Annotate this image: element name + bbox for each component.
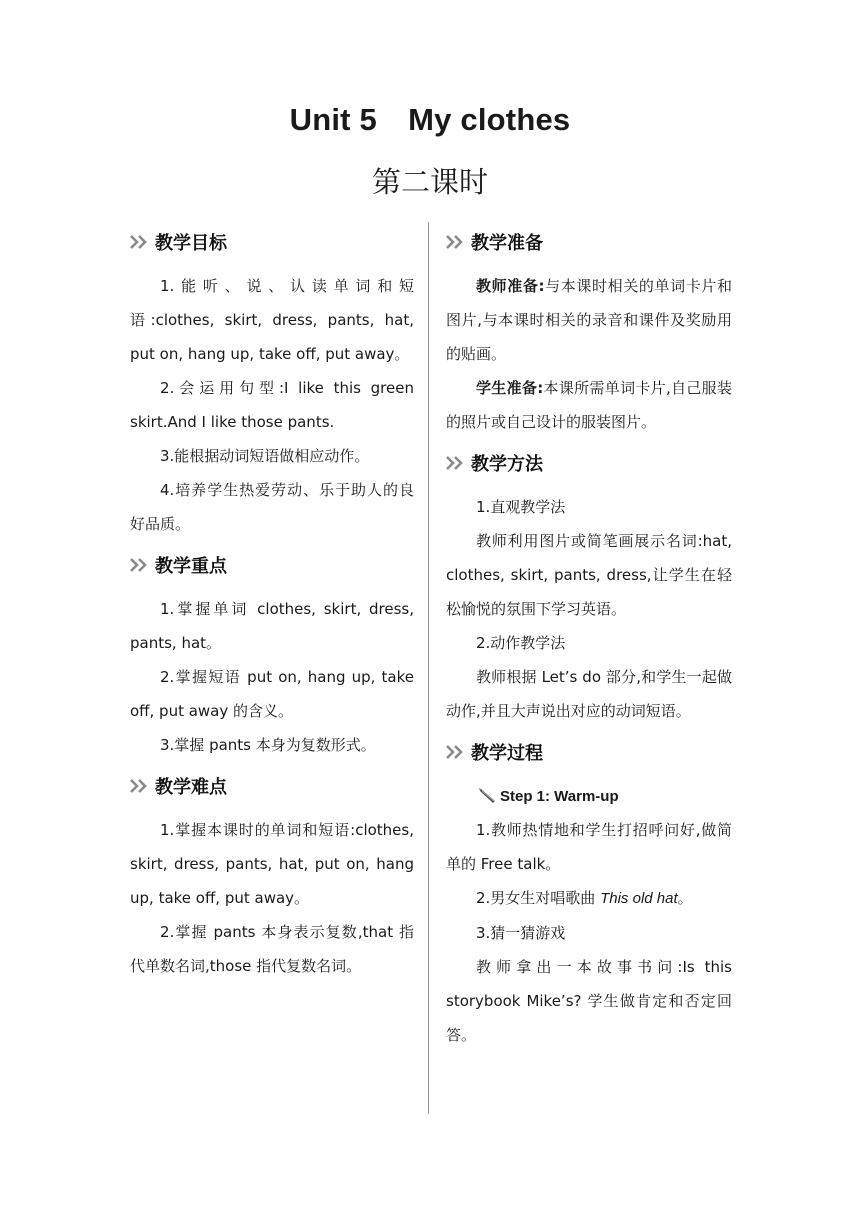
key-point-item: 1.掌握单词 clothes, skirt, dress, pants, hat。 — [130, 600, 414, 652]
student-preparation-label: 学生准备: — [476, 379, 544, 397]
double-chevron-icon — [446, 235, 468, 249]
song-title: This old hat — [600, 890, 678, 907]
pen-icon — [479, 788, 497, 804]
column-divider — [428, 222, 429, 1114]
step-heading-label: Step 1: Warm-up — [500, 787, 619, 805]
key-point-item: 2.掌握短语 put on, hang up, take off, put away 的含义。 — [130, 668, 414, 720]
section-heading-label: 教学难点 — [155, 777, 227, 798]
key-point-item: 3.掌握 pants 本身为复数形式。 — [160, 736, 376, 754]
difficulty-item: 2.掌握 pants 本身表示复数,that 指代单数名词,those 指代复数名词。 — [130, 923, 414, 975]
section-heading-difficulties — [130, 770, 414, 802]
process-item: 3.猜一猜游戏 — [476, 924, 566, 942]
section-heading-label: 教学方法 — [471, 454, 543, 475]
section-heading-methods — [446, 447, 732, 479]
section-heading-goals — [130, 226, 414, 258]
goal-item: 1.能听、说、认读单词和短语:clothes, skirt, dress, pants, hat, put on, hang up, take off, put away。 — [130, 277, 414, 363]
section-heading-label: 教学过程 — [471, 743, 543, 764]
student-preparation-text: 本课所需单词卡片,自己服装的照片或自己设计的服装图片。 — [446, 379, 732, 431]
goal-item: 2.会运用句型:I like this green skirt.And I like those pants. — [130, 379, 414, 431]
difficulty-item: 1.掌握本课时的单词和短语:clothes, skirt, dress, pants, hat, put on, hang up, take off, put away。 — [130, 821, 414, 907]
teacher-preparation — [446, 269, 732, 371]
right-column — [446, 226, 732, 1052]
section-heading-label: 教学目标 — [155, 233, 227, 254]
method-item: 教师利用图片或简笔画展示名词:hat, clothes, skirt, pants, dress,让学生在轻松愉悦的氛围下学习英语。 — [446, 532, 732, 618]
lesson-subtitle: 第二课时 — [371, 165, 488, 199]
double-chevron-icon — [130, 779, 152, 793]
teacher-preparation-text: 与本课时相关的单词卡片和图片,与本课时相关的录音和课件及奖励用的贴画。 — [446, 277, 732, 363]
method-item: 教师根据 Let’s do 部分,和学生一起做动作,并且大声说出对应的动词短语。 — [446, 668, 732, 720]
process-item: 1.教师热情地和学生打招呼问好,做简单的 Free talk。 — [446, 821, 732, 873]
process-item — [446, 881, 732, 916]
page-title: Unit 5 My clothes — [289, 102, 571, 137]
double-chevron-icon — [130, 558, 152, 572]
section-heading-preparation — [446, 226, 732, 258]
step-heading — [446, 779, 732, 813]
goal-item: 4.培养学生热爱劳动、乐于助人的良好品质。 — [130, 481, 414, 533]
student-preparation — [446, 371, 732, 439]
process-item-prefix: 2.男女生对唱歌曲 — [476, 889, 601, 907]
method-item: 1.直观教学法 — [476, 498, 566, 516]
section-heading-key-points — [130, 549, 414, 581]
teacher-preparation-label: 教师准备: — [476, 277, 545, 295]
section-heading-label: 教学准备 — [471, 233, 543, 254]
process-item-suffix: 。 — [677, 889, 693, 907]
left-column — [130, 226, 414, 983]
method-item: 2.动作教学法 — [476, 634, 566, 652]
double-chevron-icon — [446, 456, 468, 470]
goal-item: 3.能根据动词短语做相应动作。 — [160, 447, 370, 465]
process-item: 教师拿出一本故事书问:Is this storybook Mike’s? 学生做肯定和否定回答。 — [446, 958, 732, 1044]
section-heading-label: 教学重点 — [155, 556, 227, 577]
double-chevron-icon — [130, 235, 152, 249]
section-heading-process — [446, 736, 732, 768]
double-chevron-icon — [446, 745, 468, 759]
